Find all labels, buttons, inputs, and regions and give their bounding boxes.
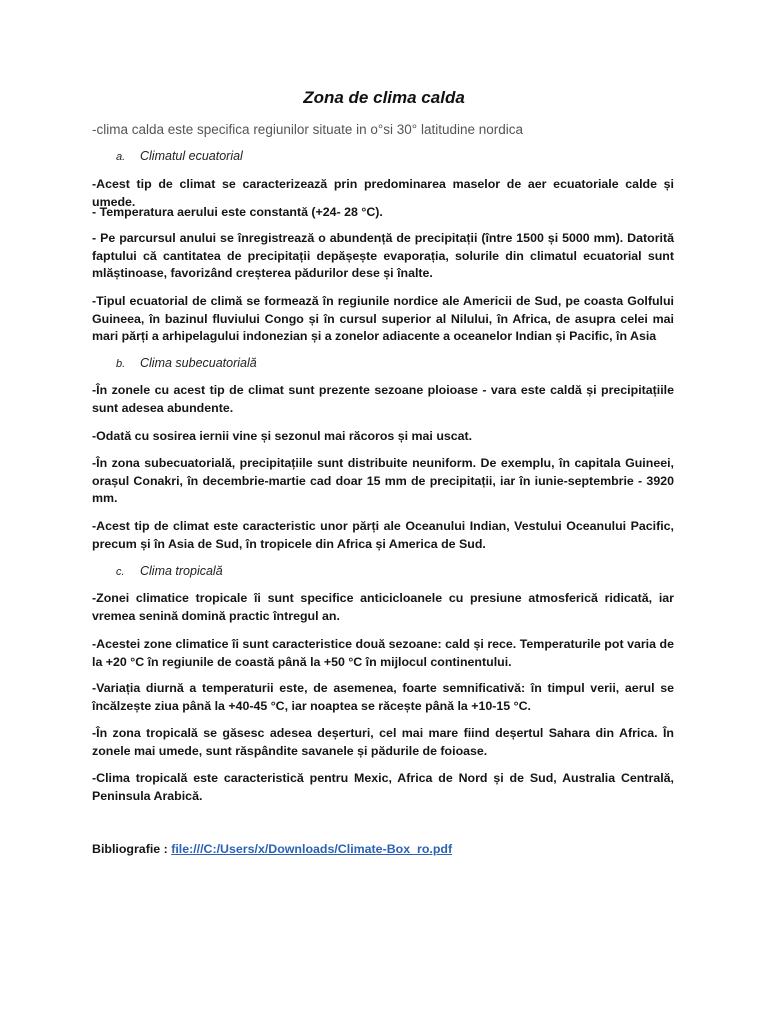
list-marker: a.: [116, 151, 126, 163]
section-heading-text: Clima subecuatorială: [140, 356, 257, 370]
section-heading-subecuatorial: [116, 356, 257, 370]
paragraph: -În zonele cu acest tip de climat sunt prezente sezoane ploioase - vara este caldă și precipitațiile sunt adesea abundente.: [92, 383, 674, 415]
section-heading-text: Clima tropicală: [140, 564, 223, 578]
paragraph: -Acestei zone climatice îi sunt caracteristice două sezoane: cald și rece. Temperaturile pot varia de la +20 °C în regiunile de coastă până la +50 °C în mijlocul continentului.: [92, 637, 674, 669]
paragraph: -Zonei climatice tropicale îi sunt specifice anticicloanele cu presiune atmosferică ridicată, iar vremea senină domină practic întregul an.: [92, 591, 674, 623]
bibliography: [92, 842, 452, 856]
paragraph: -În zona subecuatorială, precipitațiile sunt distribuite neuniform. De exemplu, în capitala Guineei, orașul Conakri, în decembrie-martie cad doar 15 mm de precipitații, iar în iunie-septembrie - 3920 mm.: [92, 456, 674, 505]
section-heading-text: Climatul ecuatorial: [140, 149, 243, 163]
paragraph: -În zona tropicală se găsesc adesea deșerturi, cel mai mare fiind deșertul Sahara din Africa. În zonele mai umede, sunt răspândite savanele și pădurile de foioase.: [92, 726, 674, 758]
paragraph: -Tipul ecuatorial de climă se formează în regiunile nordice ale Americii de Sud, pe coasta Golfului Guineea, în bazinul fluviului Congo și în cursul superior al Nilului, în Africa, de asupra celei mai mari părți a arhipelagului indonezian și a zonelor adiacente a oceanelor Indian și Pacific, în Asia: [92, 294, 674, 343]
paragraph: -Acest tip de climat se caracterizează prin predominarea maselor de aer ecuatoriale calde și umede.: [92, 177, 674, 209]
section-heading-ecuatorial: [116, 149, 243, 163]
list-marker: c.: [116, 566, 125, 578]
paragraph: -Odată cu sosirea iernii vine și sezonul mai răcoros și mai uscat.: [92, 429, 473, 443]
bibliography-link[interactable]: file:///C:/Users/x/Downloads/Climate-Box_ro.pdf: [171, 842, 453, 856]
document-subtitle: -clima calda este specifica regiunilor situate in o°si 30° latitudine nordica: [92, 122, 524, 137]
paragraph: -Clima tropicală este caracteristică pentru Mexic, Africa de Nord și de Sud, Australia Centrală, Peninsula Arabică.: [92, 771, 674, 803]
document-title: Zona de clima calda: [303, 88, 465, 107]
bibliography-label: Bibliografie :: [92, 842, 168, 856]
paragraph: -Variația diurnă a temperaturii este, de asemenea, foarte semnificativă: în timpul verii, aerul se încălzește ziua până la +40-45 °C, iar noaptea se răcește până la +10-15 °C.: [92, 681, 674, 713]
paragraph: -Acest tip de climat este caracteristic unor părți ale Oceanului Indian, Vestului Oceanului Pacific, precum și în Asia de Sud, în tropicele din Africa și America de Sud.: [92, 519, 674, 551]
paragraph: - Pe parcursul anului se înregistrează o abundență de precipitații (între 1500 și 5000 mm). Datorită faptului că cantitatea de precipitații depășește evaporația, solurile din climatul ecuatorial sunt mlăștinoase, favorizând creșterea pădurilor dese și înalte.: [92, 231, 674, 280]
section-heading-tropical: [116, 564, 223, 578]
list-marker: b.: [116, 358, 126, 370]
paragraph: - Temperatura aerului este constantă (+24- 28 °C).: [92, 205, 383, 219]
